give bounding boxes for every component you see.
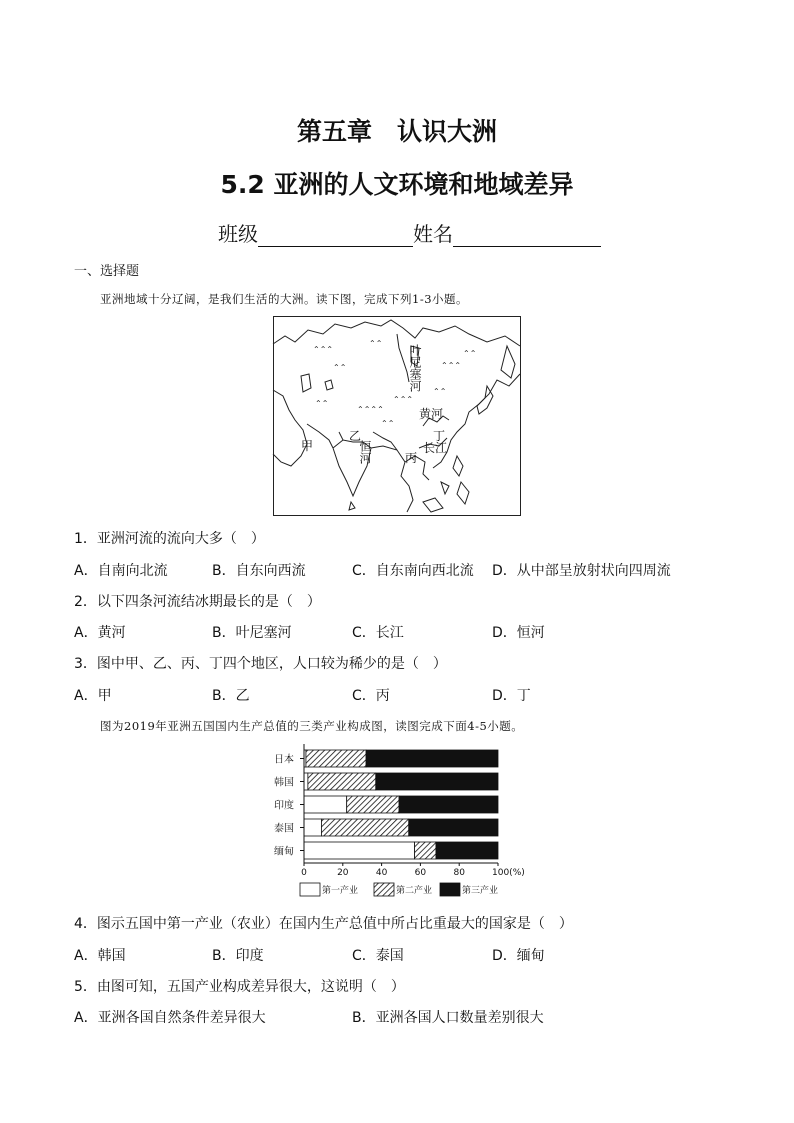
q3-option-d[interactable]: D．丁 — [492, 688, 531, 704]
q2-option-c[interactable]: C．长江 — [352, 625, 404, 641]
svg-text:⌃⌃: ⌃⌃ — [433, 387, 447, 396]
map-label-yi: 乙 — [349, 429, 362, 443]
q2-option-a[interactable]: A．黄河 — [74, 625, 126, 641]
class-name-line — [218, 218, 601, 247]
map-label-yellow-river: 黄河 — [419, 407, 444, 421]
chart-bar-segment — [347, 796, 399, 813]
chart-x-tick-label: 100(%) — [492, 868, 525, 878]
chart-bar-segment — [321, 819, 408, 836]
map-label-yangtze: 长江 — [423, 441, 448, 455]
chart-x-tick-label: 40 — [375, 868, 388, 878]
name-label: 姓名 — [413, 222, 453, 246]
chart-legend-swatch — [440, 883, 460, 896]
chart-x-tick-label: 20 — [337, 868, 349, 878]
q1-option-a[interactable]: A．自南向北流 — [74, 563, 168, 579]
question-1-stem: 1．亚洲河流的流向大多（ ） — [74, 531, 265, 547]
question-4-stem: 4．图示五国中第一产业（农业）在国内生产总值中所占比重最大的国家是（ ） — [74, 916, 573, 932]
map-label-ding: 丁 — [433, 429, 446, 443]
svg-text:⌃⌃⌃: ⌃⌃⌃ — [393, 395, 414, 404]
chart-bar-segment — [376, 773, 498, 790]
chart-x-tick-label: 80 — [453, 868, 465, 878]
svg-text:⌃⌃: ⌃⌃ — [315, 399, 329, 408]
q1-option-c[interactable]: C．自东南向西北流 — [352, 563, 474, 579]
chart-bar-segment — [415, 842, 436, 859]
svg-text:⌃⌃: ⌃⌃ — [381, 419, 395, 428]
question-3-stem: 3．图中甲、乙、丙、丁四个地区，人口较为稀少的是（ ） — [74, 656, 447, 672]
q3-option-c[interactable]: C．丙 — [352, 688, 390, 704]
svg-text:⌃⌃: ⌃⌃ — [333, 363, 347, 372]
industry-structure-chart — [270, 742, 525, 896]
q4-option-c[interactable]: C．泰国 — [352, 948, 404, 964]
chart-bar-segment — [436, 842, 498, 859]
q2-option-d[interactable]: D．恒河 — [492, 625, 545, 641]
chapter-title: 第五章 认识大洲 — [296, 117, 497, 146]
lesson-title: 5.2 亚洲的人文环境和地域差异 — [220, 170, 574, 199]
chart-bar-segment — [366, 750, 498, 767]
svg-text:⌃⌃⌃: ⌃⌃⌃ — [441, 361, 462, 370]
svg-text:⌃⌃⌃⌃: ⌃⌃⌃⌃ — [357, 405, 384, 414]
q4-option-d[interactable]: D．缅甸 — [492, 948, 545, 964]
chart-bar-segment — [399, 796, 498, 813]
chart-x-tick-label: 0 — [301, 868, 307, 878]
map-label-yenisei: 叶尼塞河 — [408, 344, 422, 392]
chart-x-tick-label: 60 — [414, 868, 427, 878]
svg-text:⌃⌃⌃: ⌃⌃⌃ — [313, 345, 334, 354]
class-blank[interactable] — [258, 226, 413, 247]
chart-bar-segment — [306, 750, 366, 767]
chart-bar-segment — [409, 819, 498, 836]
chart-bar-segment — [304, 796, 347, 813]
map-label-ganges: 恒河 — [358, 440, 372, 464]
asia-map — [273, 316, 521, 516]
q1-option-b[interactable]: B．自东向西流 — [212, 563, 306, 579]
q5-option-a[interactable]: A．亚洲各国自然条件差异很大 — [74, 1010, 266, 1026]
question-2-stem: 2．以下四条河流结冰期最长的是（ ） — [74, 594, 321, 610]
class-label: 班级 — [218, 222, 258, 246]
question-5-stem: 5．由图可知，五国产业构成差异很大，这说明（ ） — [74, 979, 405, 995]
chart-legend-label: 第一产业 — [322, 886, 359, 896]
map-label-bing: 丙 — [405, 451, 418, 465]
intro-text-2: 图为2019年亚洲五国国内生产总值的三类产业构成图，读图完成下面4-5小题。 — [100, 719, 524, 733]
q4-option-a[interactable]: A．韩国 — [74, 948, 126, 964]
chart-bar-segment — [304, 819, 321, 836]
svg-text:⌃⌃: ⌃⌃ — [369, 339, 383, 348]
chart-legend-label: 第二产业 — [396, 886, 433, 896]
chart-bar-segment — [304, 842, 415, 859]
svg-text:⌃⌃: ⌃⌃ — [463, 349, 477, 358]
section-heading: 一、选择题 — [74, 264, 140, 279]
chart-bar-segment — [308, 773, 376, 790]
q5-option-b[interactable]: B．亚洲各国人口数量差别很大 — [352, 1010, 544, 1026]
name-blank[interactable] — [453, 226, 601, 247]
intro-text-1: 亚洲地域十分辽阔，是我们生活的大洲。读下图，完成下列1-3小题。 — [100, 292, 469, 306]
map-label-jia: 甲 — [301, 439, 314, 453]
q4-option-b[interactable]: B．印度 — [212, 948, 264, 964]
chart-bar-segment — [304, 773, 308, 790]
chart-category-label: 日本 — [274, 754, 294, 766]
chart-legend-swatch — [374, 883, 394, 896]
chart-legend-label: 第三产业 — [462, 886, 499, 896]
chart-category-label: 泰国 — [274, 823, 294, 835]
q1-option-d[interactable]: D．从中部呈放射状向四周流 — [492, 563, 671, 579]
chart-category-label: 印度 — [274, 800, 294, 812]
chart-legend-swatch — [300, 883, 320, 896]
chart-category-label: 缅甸 — [274, 846, 294, 858]
q3-option-a[interactable]: A．甲 — [74, 688, 112, 704]
chart-category-label: 韩国 — [274, 777, 294, 789]
q3-option-b[interactable]: B．乙 — [212, 688, 250, 704]
q2-option-b[interactable]: B．叶尼塞河 — [212, 625, 292, 641]
